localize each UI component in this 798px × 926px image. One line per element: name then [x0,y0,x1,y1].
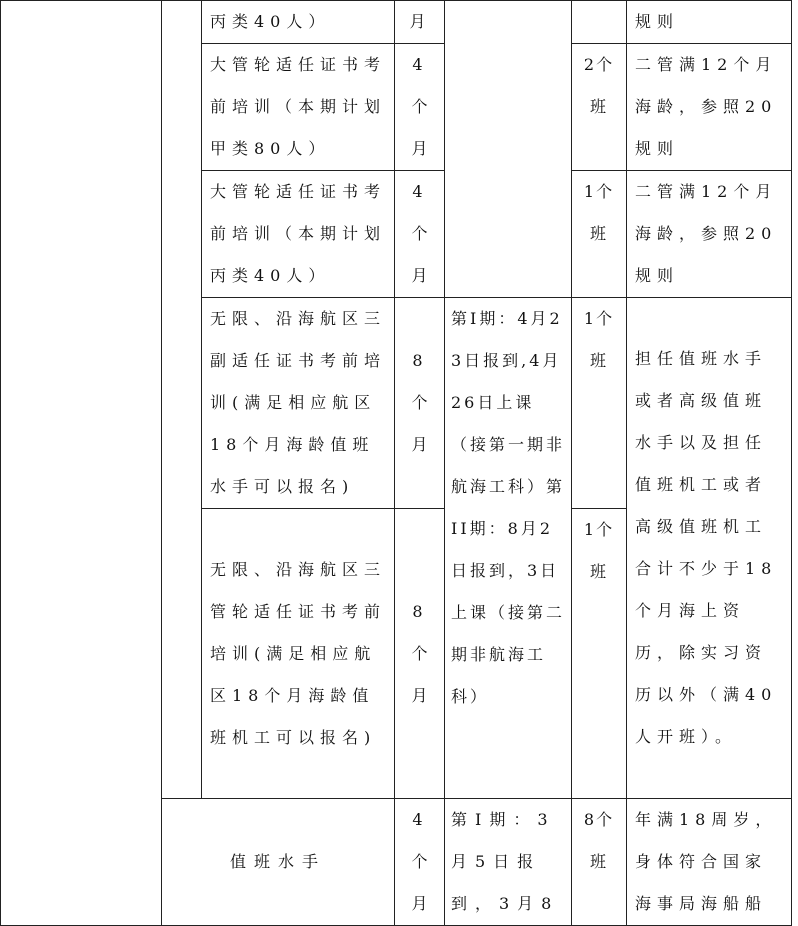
classes-cell: 2个班 [572,44,627,171]
table-row [1,1,792,44]
course-name-cell: 无限、沿海航区三管轮适任证书考前培训(满足相应航区18个月海龄值班机工可以报名) [202,509,395,799]
duration-cell: 4个月 [395,799,445,926]
requirement-cell: 二管满12个月海龄，参照20规则 [627,171,792,298]
classes-cell [572,1,627,44]
course-name-cell: 大管轮适任证书考前培训（本期计划甲类80人） [202,44,395,171]
category-cell-blank [1,1,162,926]
course-name-cell: 无限、沿海航区三副适任证书考前培训(满足相应航区18个月海龄值班水手可以报名) [202,298,395,509]
schedule-cell: 第I期：3月5日报到，3月8 [445,799,572,926]
classes-cell: 1个班 [572,298,627,509]
course-name-cell: 丙类40人） [202,1,395,44]
course-name-cell: 大管轮适任证书考前培训（本期计划丙类40人） [202,171,395,298]
duration-cell: 4个月 [395,171,445,298]
classes-cell: 8个班 [572,799,627,926]
classes-cell: 1个班 [572,509,627,799]
course-name-cell: 值班水手 [162,799,395,926]
subcategory-cell-blank [162,1,202,799]
requirement-cell: 二管满12个月海龄，参照20规则 [627,44,792,171]
requirement-cell: 担任值班水手或者高级值班水手以及担任值班机工或者高级值班机工合计不少于18个月海上资历，除实习资历以外（满40人开班）。 [627,298,792,799]
schedule-cell: 第I期：4月23日报到,4月26日上课（接第一期非航海工科）第II期：8月2日报到，3日上课（接第二期非航海工科） [445,298,572,799]
schedule-cell-blank [445,1,572,298]
duration-cell: 月 [395,1,445,44]
requirement-cell: 规则 [627,1,792,44]
duration-cell: 8个月 [395,509,445,799]
requirement-cell: 年满18周岁，身体符合国家海事局海船船 [627,799,792,926]
duration-cell: 4个月 [395,44,445,171]
classes-cell: 1个班 [572,171,627,298]
duration-cell: 8个月 [395,298,445,509]
